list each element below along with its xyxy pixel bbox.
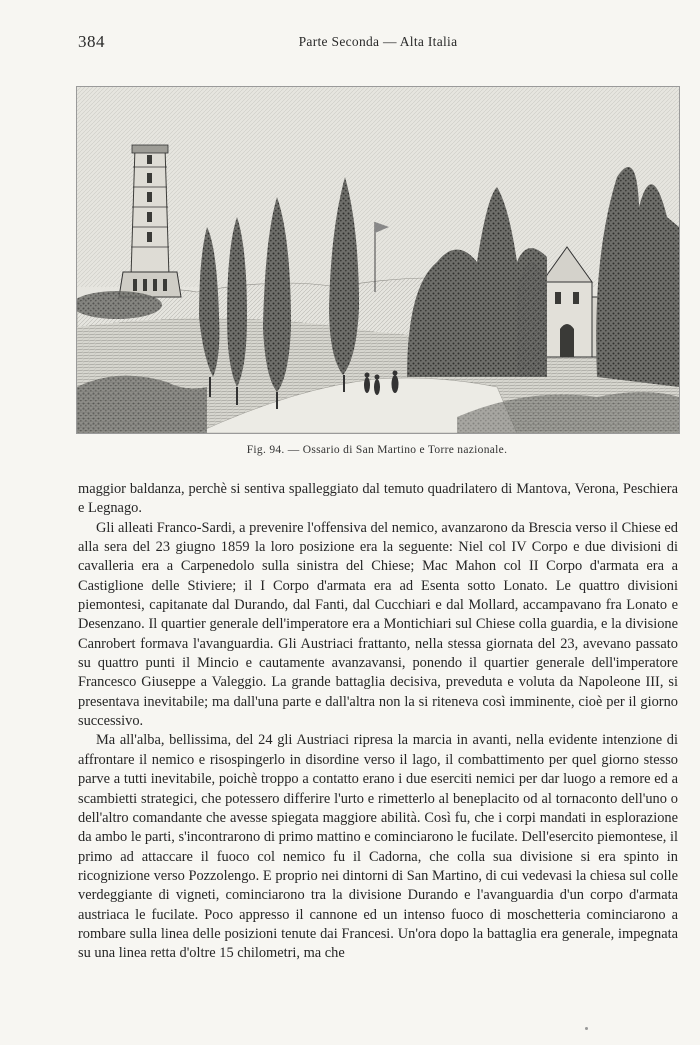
page-number: 384 [78, 32, 105, 51]
print-speck [585, 1027, 588, 1030]
figure-caption: Fig. 94. — Ossario di San Martino e Torre nazionale. [246, 444, 508, 456]
engraving-illustration [76, 86, 680, 434]
paragraph: Ma all'alba, bellissima, del 24 gli Austriaci ripresa la marcia in avanti, nella evidente intenzione di affrontare il nemico e risospingerlo in disordine verso il lago, il combattimento per quel giorno stesso parve a tutti inevitabile, poichè troppo a contatto erano i due eserciti nemici per dar luogo a remore ed a scambietti strategici, che potessero differire l'urto e rimetterlo al beneplacito od al tornaconto dell'uno o dell'altro comandante che avesse spiegata maggiore abilità. Così fu, che i corpi mandati in esplorazione da ambo le parti, s'incontrarono di primo mattino e cominciarono le fucilate. Dell'esercito piemontese, il primo ad attaccare il fuoco col nemico fu il Cadorna, che colla sua divisione si era spinto in ricognizione verso Pozzolengo. E proprio nei dintorni di San Martino, di cui vedevasi la chiesa sul colle verdeggiante di vigneti, cominciarono tra la divisione Durando e l'avanguardia d'un corpo d'armata austriaca le fucilate. Poco appresso il cannone ed un intenso fuoco di moschetteria cominciarono a rombare sulla linea delle posizioni tenute dai Francesi. Un'ora dopo la battaglia era generale, impegnata su una linea retta d'oltre 15 chilometri, ma che [78, 732, 678, 962]
paragraph: Gli alleati Franco-Sardi, a prevenire l'offensiva del nemico, avanzarono da Brescia verso il Chiese ed alla sera del 23 giugno 1859 la loro posizione era la seguente: Niel col IV Corpo e due divisioni di cavalleria era a Carpenedolo sulla sinistra del Chiese; Mac Mahon col II Corpo d'armata era a Castiglione delle Stiviere; il I Corpo d'armata era ad Esenta sotto Lonato. Le quattro divisioni piemontesi, capitanate dal Durando, dal Fanti, dal Cucchiari e dal Mollard, accampavano fra Lonato e Desenzano. Il quartier generale dell'imperatore era a Montichiari sul Chiese colla guardia, e la divisione Canrobert formava l'avanguardia. Gli Austriaci frattanto, nella stessa giornata del 23, avevano passato su quattro punti il Mincio e cautamente avanzavansi, ponendo il quartier generale dell'imperatore Francesco Giuseppe a Valeggio. La grande battaglia decisiva, preveduta e voluta da Napoleone III, si presentava inevitabile; ma dall'una parte e dall'altra non la si riteneva così imminente, cioè per il giorno successivo. [78, 519, 678, 730]
body-text [78, 480, 678, 964]
running-head: Parte Seconda — Alta Italia [298, 34, 458, 49]
paragraph: maggior baldanza, perchè si sentiva spalleggiato dal temuto quadrilatero di Mantova, Verona, Peschiera e Legnago. [78, 481, 678, 517]
page-header [78, 32, 678, 56]
